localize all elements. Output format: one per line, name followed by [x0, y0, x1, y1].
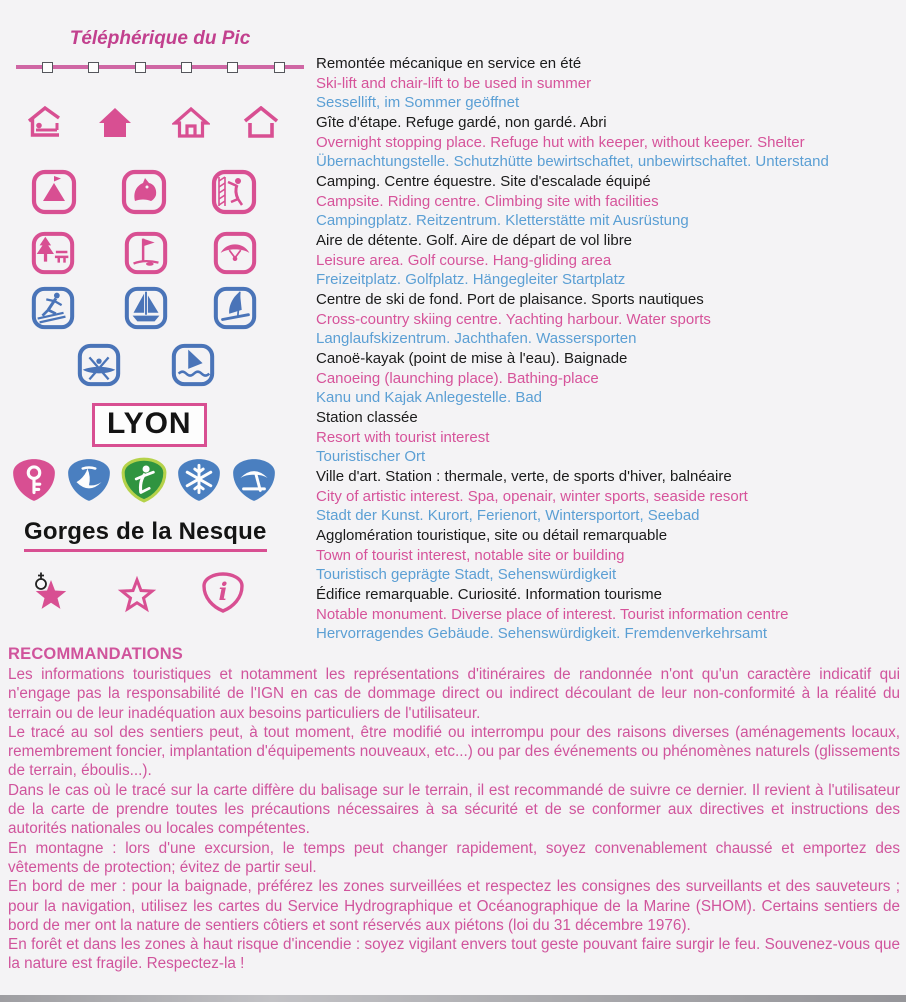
legend-text-fr: Centre de ski de fond. Port de plaisance. Sports nautiques	[316, 291, 704, 308]
cable-wire	[16, 65, 304, 69]
legend-text-de: Sessellift, im Sommer geöffnet	[316, 94, 520, 111]
star-outline-icon	[114, 570, 160, 616]
cableway-line-icon	[16, 60, 304, 74]
legend-group-camping	[316, 172, 902, 231]
info-shield-icon	[200, 570, 246, 616]
legend-text-fr: Remontée mécanique en service en été	[316, 55, 582, 72]
legend-text-de: Freizeitplatz. Golfplatz. Hängegleiter Startplatz	[316, 271, 626, 288]
house-open-icon	[242, 106, 280, 138]
classified-resort-example	[92, 403, 207, 447]
legend-text-fr: Station classée	[316, 409, 418, 426]
info-glyph: i	[218, 577, 228, 606]
hang-glider-icon	[212, 230, 258, 276]
golf-flag-icon	[123, 230, 169, 276]
legend-text-en: Overnight stopping place. Refuge hut with keeper, without keeper. Shelter	[316, 133, 805, 151]
legend-text-fr: Édifice remarquable. Curiosité. Information tourisme	[316, 586, 662, 603]
house-door-icon	[172, 106, 210, 138]
sailboat-icon	[123, 285, 169, 331]
legend-text-fr: Ville d'art. Station : thermale, verte, de sports d'hiver, balnéaire	[316, 468, 732, 485]
legend-text-en: Town of tourist interest, notable site or building	[316, 546, 625, 564]
recommendations-paragraph: Les informations touristiques et notamment les représentations d'itinéraires de randonnée n'ont qu'un caractère indicatif qui n'engage pas la responsabilité de l'IGN en cas de dommage direct ou indirect découlant de leur non-conformité à la réalité du terrain ou de leur inadéquation aux besoins particuliers de l'utilisateur.	[8, 666, 900, 722]
cable-pylon	[88, 62, 99, 73]
legend-text-en: City of artistic interest. Spa, openair, winter sports, seaside resort	[316, 487, 748, 505]
cable-pylon	[227, 62, 238, 73]
legend-text-en: Leisure area. Golf course. Hang-gliding area	[316, 251, 612, 269]
legend-text-fr: Agglomération touristique, site ou détail remarquable	[316, 527, 668, 544]
star-church-icon	[28, 570, 74, 616]
recommendations-paragraph: En forêt et dans les zones à haut risque d'incendie : soyez vigilant envers tout geste pouvant faire surgir le feu. Souvenez-vous que la nature est fragile. Respectez-la !	[8, 936, 900, 973]
gorges-label: Gorges de la Nesque	[24, 518, 267, 545]
badge-beach-umbrella-icon	[230, 456, 278, 504]
legend-text-de: Übernachtungstelle. Schutzhütte bewirtschaftet, unbewirtschaftet. Unterstand	[316, 153, 829, 170]
legend-group-leisure	[316, 231, 902, 290]
legend-text-en: Campsite. Riding centre. Climbing site with facilities	[316, 192, 659, 210]
legend-group-canoe	[316, 349, 902, 408]
legend-group-refuges	[316, 113, 902, 172]
recommendations-paragraph: En montagne : lors d'une excursion, le temps peut changer rapidement, soyez convenablement chaussé et emportez des vêtements de protection; évitez de partir seul.	[8, 839, 900, 876]
skier-icon	[30, 285, 76, 331]
recommendations-paragraph: En bord de mer : pour la baignade, préférez les zones surveillées et respectez les consignes des surveillants et des sauveteurs ; pour la navigation, utilisez les cartes du Service Hydrographique et Océanographique de la Marine (SHOM). Certains sentiers de bord de mer ont la nature de sentiers côtiers et sont réservés aux piétons (loi du 31 décembre 1976).	[8, 878, 900, 934]
legend-group-town	[316, 526, 902, 585]
badge-snowflake-icon	[175, 456, 223, 504]
lyon-label: LYON	[107, 407, 192, 440]
legend-text-de: Langlaufskizentrum. Jachthafen. Wassersporten	[316, 330, 637, 347]
legend-group-monuments	[316, 585, 902, 644]
legend-text-fr: Canoë-kayak (point de mise à l'eau). Baignade	[316, 350, 628, 367]
legend-text-en: Cross-country skiing centre. Yachting harbour. Water sports	[316, 310, 711, 328]
legend-group-resort	[316, 408, 902, 467]
house-solid-icon	[96, 106, 134, 138]
badge-spa-icon	[65, 456, 113, 504]
tree-picnic-icon	[30, 230, 76, 276]
cable-pylon	[135, 62, 146, 73]
legend-group-cableway	[316, 54, 902, 113]
cable-pylon	[181, 62, 192, 73]
legend-text-en: Resort with tourist interest	[316, 428, 490, 446]
legend-text-de: Campingplatz. Reitzentrum. Kletterstätte mit Ausrüstung	[316, 212, 689, 229]
cable-pylon	[274, 62, 285, 73]
recommendations-paragraph: Dans le cas où le tracé sur la carte diffère du balisage sur le terrain, il est recommandé de suivre ce dernier. Il revient à l'utilisateur de la carte de prendre toutes les précautions nécessaires à sa sécurité et de se conformer aux directives et instructions des autorités nationales ou locales compétentes.	[8, 781, 900, 838]
remarkable-site-example	[24, 518, 267, 552]
cableway-name-label: Téléphérique du Pic	[69, 28, 251, 49]
cable-pylon	[42, 62, 53, 73]
legend-text-de: Touristischer Ort	[316, 448, 426, 465]
windsurfer-icon	[212, 285, 258, 331]
recommendations-paragraph: Le tracé au sol des sentiers peut, à tout moment, être modifié ou interrompu pour des raisons diverses (aménagements locaux, remembrement foncier, implantation d'équipements nouveaux, etc...) ou par des événements ou phénomènes naturels (glissements de terrain, éboulis...).	[8, 723, 900, 780]
house-bed-icon	[26, 104, 66, 140]
legend-text-en: Ski-lift and chair-lift to be used in summer	[316, 74, 592, 92]
badge-key-icon	[10, 456, 58, 504]
legend-text-de: Kanu und Kajak Anlegestelle. Bad	[316, 389, 543, 406]
legend-text-en: Canoeing (launching place). Bathing-place	[316, 369, 599, 387]
climber-icon	[210, 168, 258, 216]
legend-group-watersports	[316, 290, 902, 349]
legend-text-en: Notable monument. Diverse place of interest. Tourist information centre	[316, 605, 789, 623]
scan-edge-strip	[0, 995, 906, 1002]
horse-icon	[120, 168, 168, 216]
legend-text-fr: Camping. Centre équestre. Site d'escalade équipé	[316, 173, 651, 190]
legend-text-fr: Gîte d'étape. Refuge gardé, non gardé. Abri	[316, 114, 607, 131]
legend-text-de: Stadt der Kunst. Kurort, Ferienort, Wintersportort, Seebad	[316, 507, 700, 524]
recommendations-title: RECOMMANDATIONS	[8, 645, 184, 663]
legend-text-de: Touristisch geprägte Stadt, Sehenswürdigkeit	[316, 566, 617, 583]
legend-text-fr: Aire de détente. Golf. Aire de départ de vol libre	[316, 232, 633, 249]
badge-green-figure-icon	[120, 456, 168, 504]
legend-text-de: Hervorragendes Gebäude. Sehenswürdigkeit. Fremdenverkehrsamt	[316, 625, 768, 642]
bathing-icon	[170, 342, 216, 388]
recommendations-section	[8, 645, 900, 974]
tent-icon	[30, 168, 78, 216]
legend-group-stations	[316, 467, 902, 526]
canoe-icon	[76, 342, 122, 388]
